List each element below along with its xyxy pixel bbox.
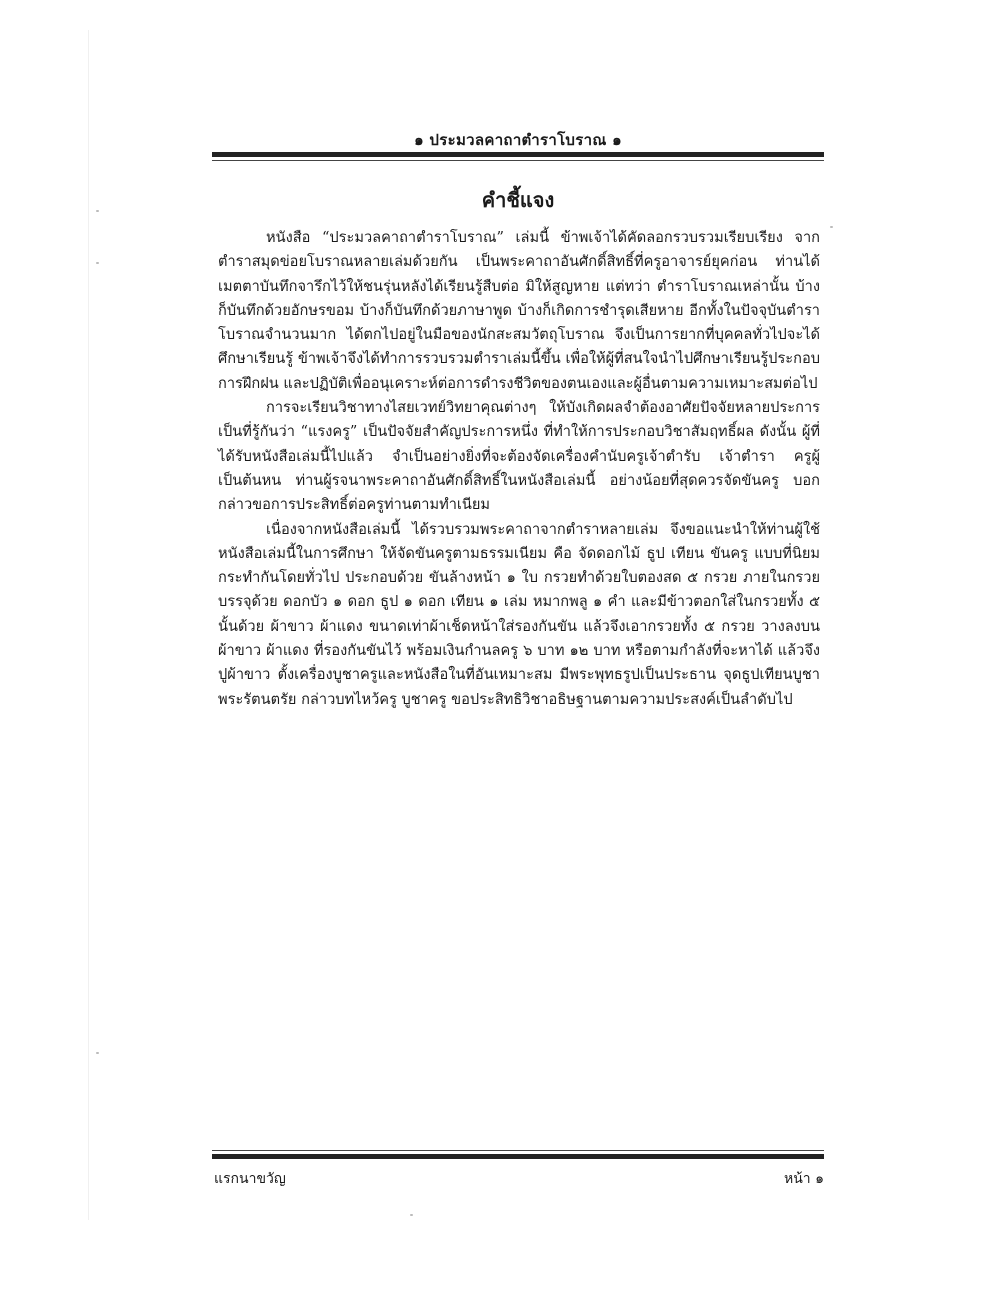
footer-rule-thin	[212, 1150, 824, 1151]
header-rule-thin	[212, 160, 824, 161]
scan-speck	[830, 226, 833, 228]
header-rule-thick	[212, 152, 824, 157]
scan-speck	[410, 1214, 413, 1216]
page-number: หน้า ๑	[784, 1171, 824, 1187]
paragraph-1: หนังสือ “ประมวลคาถาตำราโบราณ” เล่มนี้ ข้าพเจ้าได้คัดลอกรวบรวมเรียบเรียง จากตำราสมุดข่อยโบราณหลายเล่มด้วยกัน เป็นพระคาถาอันศักดิ์สิทธิ์ที่ครูอาจารย์ยุคก่อน ท่านได้เมตตาบันทึกจารึกไว้ให้ชนรุ่นหลังได้เรียนรู้สืบต่อ มิให้สูญหาย แต่ทว่า ตำราโบราณเหล่านั้น บ้างก็บันทึกด้วยอักษรขอม บ้างก็บันทึกด้วยภาษาพูด บ้างก็เกิดการชำรุดเสียหาย อีกทั้งในปัจจุบันตำราโบราณจำนวนมาก ได้ตกไปอยู่ในมือของนักสะสมวัตถุโบราณ จึงเป็นการยากที่บุคคลทั่วไปจะได้ศึกษาเรียนรู้ ข้าพเจ้าจึงได้ทำการรวบรวมตำราเล่มนี้ขึ้น เพื่อให้ผู้ที่สนใจนำไปศึกษาเรียนรู้ประกอบการฝึกฝน และปฏิบัติเพื่ออนุเคราะห์ต่อการดำรงชีวิตของตนเองและผู้อื่นตามความเหมาะสมต่อไป	[218, 229, 820, 392]
scan-speck	[96, 210, 99, 212]
scan-speck	[96, 1052, 99, 1054]
footer-book-title: แรกนาขวัญ	[214, 1171, 286, 1187]
page-title: คำชี้แจง	[481, 188, 555, 212]
scan-speck	[96, 262, 99, 264]
paragraph-2: การจะเรียนวิชาทางไสยเวทย์วิทยาคุณต่างๆ ให้บังเกิดผลจำต้องอาศัยปัจจัยหลายประการ เป็นที่รู้กันว่า “แรงครู” เป็นปัจจัยสำคัญประการหนึ่ง ที่ทำให้การประกอบวิชาสัมฤทธิ์ผล ดังนั้น ผู้ที่ได้รับหนังสือเล่มนี้ไปแล้ว จำเป็นอย่างยิ่งที่จะต้องจัดเครื่องคำนับครูเจ้าตำรับ เจ้าตำรา ครูผู้เป็นต้นหน ท่านผู้รจนาพระคาถาอันศักดิ์สิทธิ์ในหนังสือเล่มนี้ อย่างน้อยที่สุดควรจัดขันครู บอกกล่าวขอการประสิทธิ์ต่อครูท่านตามทำเนียม	[218, 399, 820, 514]
body-text	[218, 226, 820, 712]
running-header: ๑ ประมวลคาถาตำราโบราณ ๑	[414, 131, 622, 149]
paragraph-3: เนื่องจากหนังสือเล่มนี้ ได้รวบรวมพระคาถาจากตำราหลายเล่ม จึงขอแนะนำให้ท่านผู้ใช้หนังสือเล่มนี้ในการศึกษา ให้จัดขันครูตามธรรมเนียม คือ จัดดอกไม้ ธูป เทียน ขันครู แบบที่นิยมกระทำกันโดยทั่วไป ประกอบด้วย ขันล้างหน้า ๑ ใบ กรวยทำด้วยใบตองสด ๕ กรวย ภายในกรวยบรรจุด้วย ดอกบัว ๑ ดอก ธูป ๑ ดอก เทียน ๑ เล่ม หมากพลู ๑ คำ และมีข้าวตอกใส่ในกรวยทั้ง ๕ นั้นด้วย ผ้าขาว ผ้าแดง ขนาดเท่าผ้าเช็ดหน้าใส่รองกันขัน แล้วจึงเอากรวยทั้ง ๕ กรวย วางลงบนผ้าขาว ผ้าแดง ที่รองกันขันไว้ พร้อมเงินกำนลครู ๖ บาท ๑๒ บาท หรือตามกำลังที่จะหาได้ แล้วจึงปูผ้าขาว ตั้งเครื่องบูชาครูและหนังสือในที่อันเหมาะสม มีพระพุทธรูปเป็นประธาน จุดธูปเทียนบูชาพระรัตนตรัย กล่าวบทไหว้ครู บูชาครู ขอประสิทธิวิชาอธิษฐานตามความประสงค์เป็นลำดับไป	[218, 520, 820, 708]
footer-rule-thick	[212, 1154, 824, 1159]
